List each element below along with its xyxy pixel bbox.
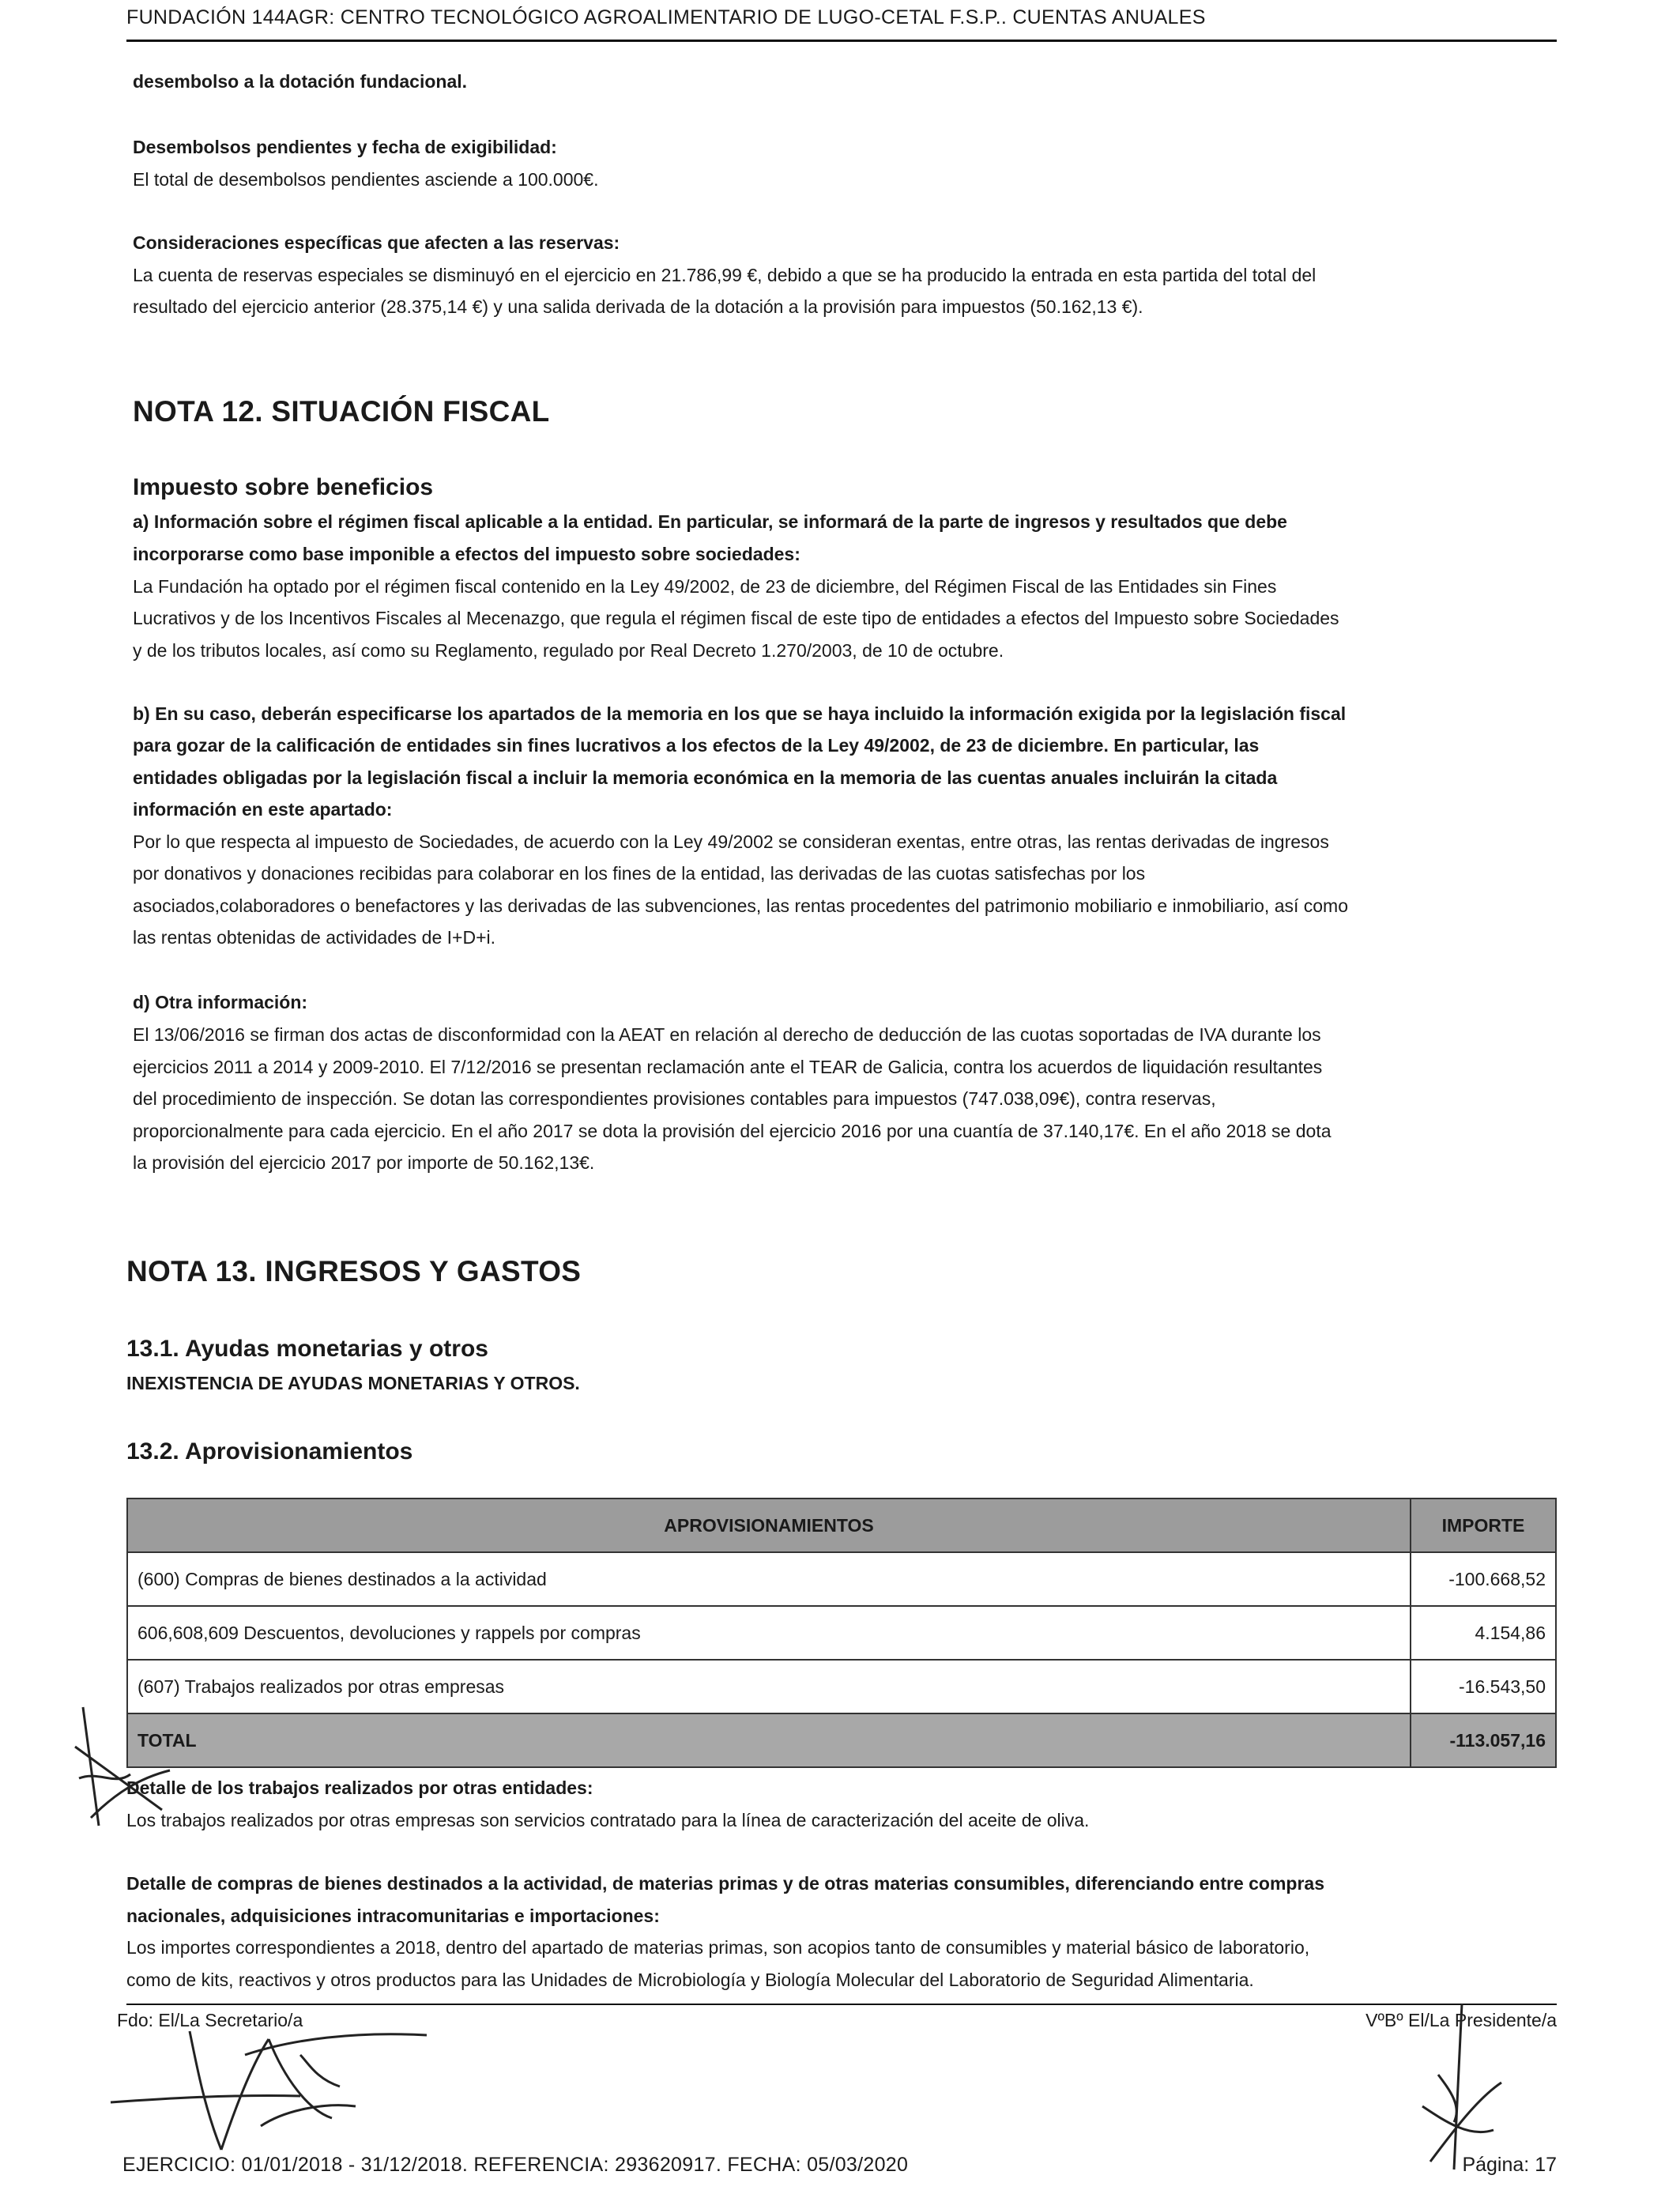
row-label: (607) Trabajos realizados por otras empresas bbox=[127, 1660, 1411, 1713]
section-13-1-title: 13.1. Ayudas monetarias y otros bbox=[126, 1336, 488, 1362]
b-text-line: asociados,colaboradores o benefactores y las derivadas de las subvenciones, las rentas procedentes del patrimonio mobiliario e inmobiliario, así como bbox=[133, 895, 1349, 916]
total-label: TOTAL bbox=[127, 1713, 1411, 1767]
reservas-text-line: La cuenta de reservas especiales se disminuyó en el ejercicio en 21.786,99 €, debido a que se ha producido la entrada en esta partida del total del bbox=[133, 265, 1317, 285]
detalle-trabajos-heading: Detalle de los trabajos realizados por otras entidades: bbox=[126, 1777, 593, 1798]
table-row bbox=[127, 1552, 1556, 1606]
row-value: -100.668,52 bbox=[1411, 1552, 1556, 1606]
a-text-line: y de los tributos locales, así como su Reglamento, regulado por Real Decreto 1.270/2003, de 10 de octubre. bbox=[133, 640, 1004, 661]
reservas-heading: Consideraciones específicas que afecten a las reservas: bbox=[133, 232, 620, 253]
secretary-signature-label: Fdo: El/La Secretario/a bbox=[117, 2010, 303, 2030]
d-text-line: El 13/06/2016 se firman dos actas de disconformidad con la AEAT en relación al derecho de deducción de las cuotas soportadas de IVA durante los bbox=[133, 1024, 1321, 1045]
page-number: Página: 17 bbox=[1462, 2154, 1557, 2176]
nota13-title: NOTA 13. INGRESOS Y GASTOS bbox=[126, 1255, 582, 1287]
b-heading-line: entidades obligadas por la legislación fiscal a incluir la memoria económica en la memoria de las cuentas anuales incluirán la citada bbox=[133, 767, 1278, 788]
desembolsos-heading: Desembolsos pendientes y fecha de exigibilidad: bbox=[133, 137, 557, 157]
detalle-compras-heading-line: nacionales, adquisiciones intracomunitarias e importaciones: bbox=[126, 1906, 660, 1926]
b-heading-line: b) En su caso, deberán especificarse los apartados de la memoria en los que se haya incluido la información exigida por la legislación fiscal bbox=[133, 703, 1347, 724]
table-row bbox=[127, 1606, 1556, 1660]
b-text-line: las rentas obtenidas de actividades de I+D+i. bbox=[133, 927, 496, 948]
secretary-signature-mark bbox=[103, 2007, 443, 2158]
row-label: (600) Compras de bienes destinados a la actividad bbox=[127, 1552, 1411, 1606]
column-header-aprovisionamientos: APROVISIONAMIENTOS bbox=[127, 1498, 1411, 1552]
footer-reference: EJERCICIO: 01/01/2018 - 31/12/2018. REFERENCIA: 293620917. FECHA: 05/03/2020 bbox=[122, 2154, 909, 2176]
row-label: 606,608,609 Descuentos, devoluciones y rappels por compras bbox=[127, 1606, 1411, 1660]
table-row bbox=[127, 1660, 1556, 1713]
table-header-row bbox=[127, 1498, 1556, 1552]
b-heading-line: información en este apartado: bbox=[133, 799, 393, 820]
president-signature-mark bbox=[1407, 1996, 1509, 2177]
d-text-line: proporcionalmente para cada ejercicio. En el año 2017 se dota la provisión del ejercicio 2016 por una cuantía de 37.140,17€. En el año 2018 se dota bbox=[133, 1121, 1332, 1141]
aprovisionamientos-table bbox=[126, 1498, 1557, 1768]
b-text-line: por donativos y donaciones recibidas para colaborar en los fines de la entidad, las derivadas de las cuotas satisfechas por los bbox=[133, 863, 1146, 884]
a-text-line: La Fundación ha optado por el régimen fiscal contenido en la Ley 49/2002, de 23 de diciembre, del Régimen Fiscal de las Entidades sin Fines bbox=[133, 576, 1277, 597]
reservas-text-line: resultado del ejercicio anterior (28.375,14 €) y una salida derivada de la dotación a la provisión para impuestos (50.162,13 €). bbox=[133, 296, 1143, 317]
desembolsos-text: El total de desembolsos pendientes asciende a 100.000€. bbox=[133, 169, 599, 190]
d-text-line: ejercicios 2011 a 2014 y 2009-2010. El 7/12/2016 se presentan reclamación ante el TEAR de Galicia, contra los acuerdos de liquidación resultantes bbox=[133, 1057, 1323, 1077]
table-total-row bbox=[127, 1713, 1556, 1767]
initials-mark-left bbox=[67, 1699, 178, 1834]
section-13-1-text: INEXISTENCIA DE AYUDAS MONETARIAS Y OTROS. bbox=[126, 1373, 580, 1393]
b-text-line: Por lo que respecta al impuesto de Sociedades, de acuerdo con la Ley 49/2002 se consideran exentas, entre otras, las rentas derivadas de ingresos bbox=[133, 831, 1329, 852]
d-heading: d) Otra información: bbox=[133, 992, 308, 1012]
intro-line: desembolso a la dotación fundacional. bbox=[133, 71, 468, 92]
section-13-2-title: 13.2. Aprovisionamientos bbox=[126, 1438, 413, 1465]
detalle-trabajos-text: Los trabajos realizados por otras empresas son servicios contratado para la línea de caracterización del aceite de oliva. bbox=[126, 1810, 1090, 1830]
a-heading-line: incorporarse como base imponible a efectos del impuesto sobre sociedades: bbox=[133, 544, 800, 564]
footer-divider bbox=[126, 2004, 1557, 2005]
a-heading-line: a) Información sobre el régimen fiscal aplicable a la entidad. En particular, se informará de la parte de ingresos y resultados que debe bbox=[133, 511, 1287, 532]
row-value: 4.154,86 bbox=[1411, 1606, 1556, 1660]
d-text-line: del procedimiento de inspección. Se dotan las correspondientes provisiones contables para impuestos (747.038,09€), contra reservas, bbox=[133, 1088, 1216, 1109]
total-value: -113.057,16 bbox=[1411, 1713, 1556, 1767]
detalle-compras-text-line: como de kits, reactivos y otros productos para las Unidades de Microbiología y Biología Molecular del Laboratorio de Seguridad Alimentaria. bbox=[126, 1970, 1254, 1990]
page-header: FUNDACIÓN 144AGR: CENTRO TECNOLÓGICO AGROALIMENTARIO DE LUGO-CETAL F.S.P.. CUENTAS ANUALES bbox=[126, 6, 1206, 28]
a-text-line: Lucrativos y de los Incentivos Fiscales al Mecenazgo, que regula el régimen fiscal de este tipo de entidades a efectos del Impuesto sobre Sociedades bbox=[133, 608, 1339, 628]
detalle-compras-text-line: Los importes correspondientes a 2018, dentro del apartado de materias primas, son acopios tanto de consumibles y material básico de laboratorio, bbox=[126, 1937, 1310, 1958]
column-header-importe: IMPORTE bbox=[1411, 1498, 1556, 1552]
nota12-subtitle: Impuesto sobre beneficios bbox=[133, 474, 434, 500]
president-signature-label: VºBº El/La Presidente/a bbox=[1365, 2010, 1557, 2030]
header-divider bbox=[126, 40, 1557, 42]
row-value: -16.543,50 bbox=[1411, 1660, 1556, 1713]
detalle-compras-heading-line: Detalle de compras de bienes destinados a la actividad, de materias primas y de otras materias consumibles, diferenciando entre compras bbox=[126, 1873, 1325, 1894]
d-text-line: la provisión del ejercicio 2017 por importe de 50.162,13€. bbox=[133, 1152, 595, 1173]
b-heading-line: para gozar de la calificación de entidades sin fines lucrativos a los efectos de la Ley 49/2002, de 23 de diciembre. En particular, las bbox=[133, 735, 1260, 756]
nota12-title: NOTA 12. SITUACIÓN FISCAL bbox=[133, 395, 550, 428]
